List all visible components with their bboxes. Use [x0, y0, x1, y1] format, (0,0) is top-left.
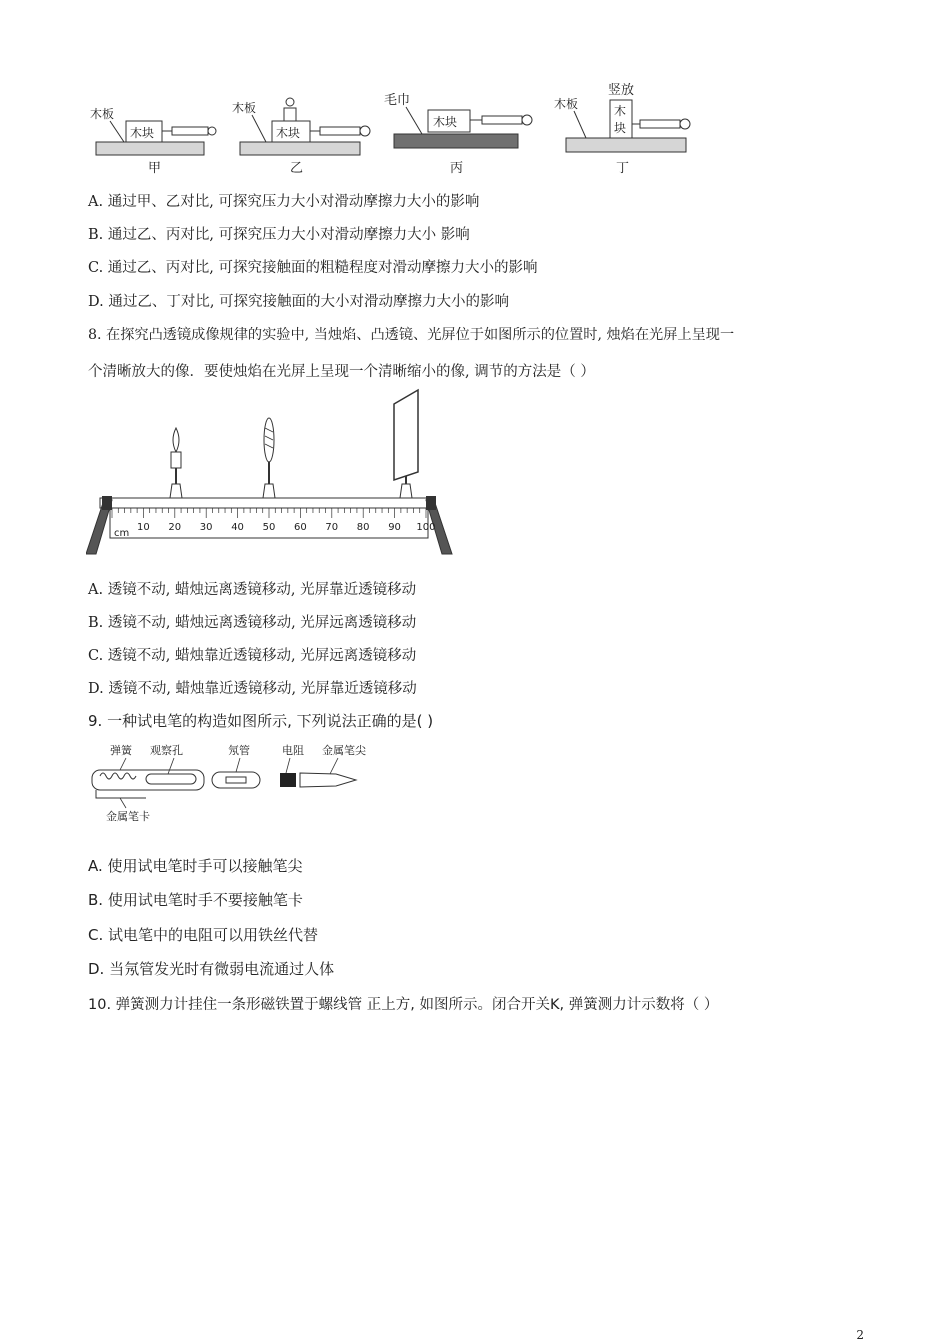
friction-figure: [86, 80, 706, 176]
board-label: 木板: [232, 101, 257, 115]
q9-stem: 9. 一种试电笔的构造如图所示, 下列说法正确的是( ): [88, 712, 434, 730]
panel-caption: 甲: [148, 161, 162, 176]
ruler-label: 70: [325, 522, 339, 533]
neon-label: 氖管: [228, 744, 250, 757]
test-pen-figure: [86, 740, 376, 826]
resistor-label: 电阻: [282, 744, 304, 757]
block-label: 木: [614, 104, 627, 118]
ruler-label: 30: [199, 522, 213, 533]
panel-bing: [384, 92, 532, 176]
q8-option-b: B. 透镜不动, 蜡烛远离透镜移动, 光屏远离透镜移动: [88, 615, 417, 631]
ruler-label: 20: [168, 522, 182, 533]
q8-option-d: D. 透镜不动, 蜡烛靠近透镜移动, 光屏靠近透镜移动: [88, 681, 417, 697]
q9-option-a: A. 使用试电笔时手可以接触笔尖: [88, 857, 303, 875]
q8-option-a: A. 透镜不动, 蜡烛远离透镜移动, 光屏靠近透镜移动: [88, 582, 417, 598]
ruler-label: 100: [416, 522, 436, 533]
q8-option-c: C. 透镜不动, 蜡烛靠近透镜移动, 光屏远离透镜移动: [88, 648, 417, 664]
tip-label: 金属笔尖: [322, 744, 366, 757]
panel-caption: 丁: [616, 161, 630, 176]
block-label: 木块: [130, 126, 155, 140]
block-label: 块: [614, 121, 627, 135]
q9-option-c: C. 试电笔中的电阻可以用铁丝代替: [88, 926, 319, 944]
q7-option-c: C. 通过乙、丙对比, 可探究接触面的粗糙程度对滑动摩擦力大小的影响: [88, 260, 538, 276]
q10-stem: 10. 弹簧测力计挂住一条形磁铁置于螺线管 正上方, 如图所示。闭合开关K, 弹簧测力计示数将（ ）: [88, 997, 719, 1013]
ruler-label: 40: [231, 522, 244, 533]
towel-label: 毛巾: [384, 93, 411, 108]
optical-bench-figure: [86, 388, 458, 558]
ruler-label: 10: [137, 522, 150, 533]
block-label: 木块: [433, 115, 458, 129]
ruler-label: 90: [388, 522, 401, 533]
q8-stem-line2: 个清晰放大的像．要使烛焰在光屏上呈现一个清晰缩小的像, 调节的方法是（ ）: [88, 364, 595, 380]
q9-option-d: D. 当氖管发光时有微弱电流通过人体: [88, 960, 335, 978]
panel-caption: 乙: [290, 161, 304, 176]
board-label: 木板: [90, 107, 115, 121]
ruler-unit: cm: [114, 528, 130, 539]
q9-option-b: B. 使用试电笔时手不要接触笔卡: [88, 891, 303, 909]
block-label: 木块: [276, 126, 301, 140]
clip-label: 金属笔卡: [106, 810, 150, 823]
q7-option-d: D. 通过乙、丁对比, 可探究接触面的大小对滑动摩擦力大小的影响: [88, 294, 510, 310]
panel-yi: [232, 98, 370, 176]
panel-ding: [554, 82, 690, 176]
board-label: 木板: [554, 97, 579, 111]
ruler-label: 60: [294, 522, 307, 533]
q7-option-b: B. 通过乙、丙对比, 可探究压力大小对滑动摩擦力大小 影响: [88, 227, 470, 243]
page-number: 2: [856, 1328, 864, 1342]
panel-caption: 丙: [450, 161, 464, 176]
q7-option-a: A. 通过甲、乙对比, 可探究压力大小对滑动摩擦力大小的影响: [88, 194, 480, 210]
ruler-label: 80: [356, 522, 370, 533]
spring-label: 弹簧: [110, 744, 132, 757]
ruler-label: 50: [262, 522, 276, 533]
q8-stem-line1: 8. 在探究凸透镜成像规律的实验中, 当烛焰、凸透镜、光屏位于如图所示的位置时, 烛焰在光屏上呈现一: [88, 327, 735, 343]
vertical-label: 竖放: [608, 83, 635, 98]
panel-jia: [90, 106, 216, 176]
window-label: 观察孔: [150, 744, 183, 757]
